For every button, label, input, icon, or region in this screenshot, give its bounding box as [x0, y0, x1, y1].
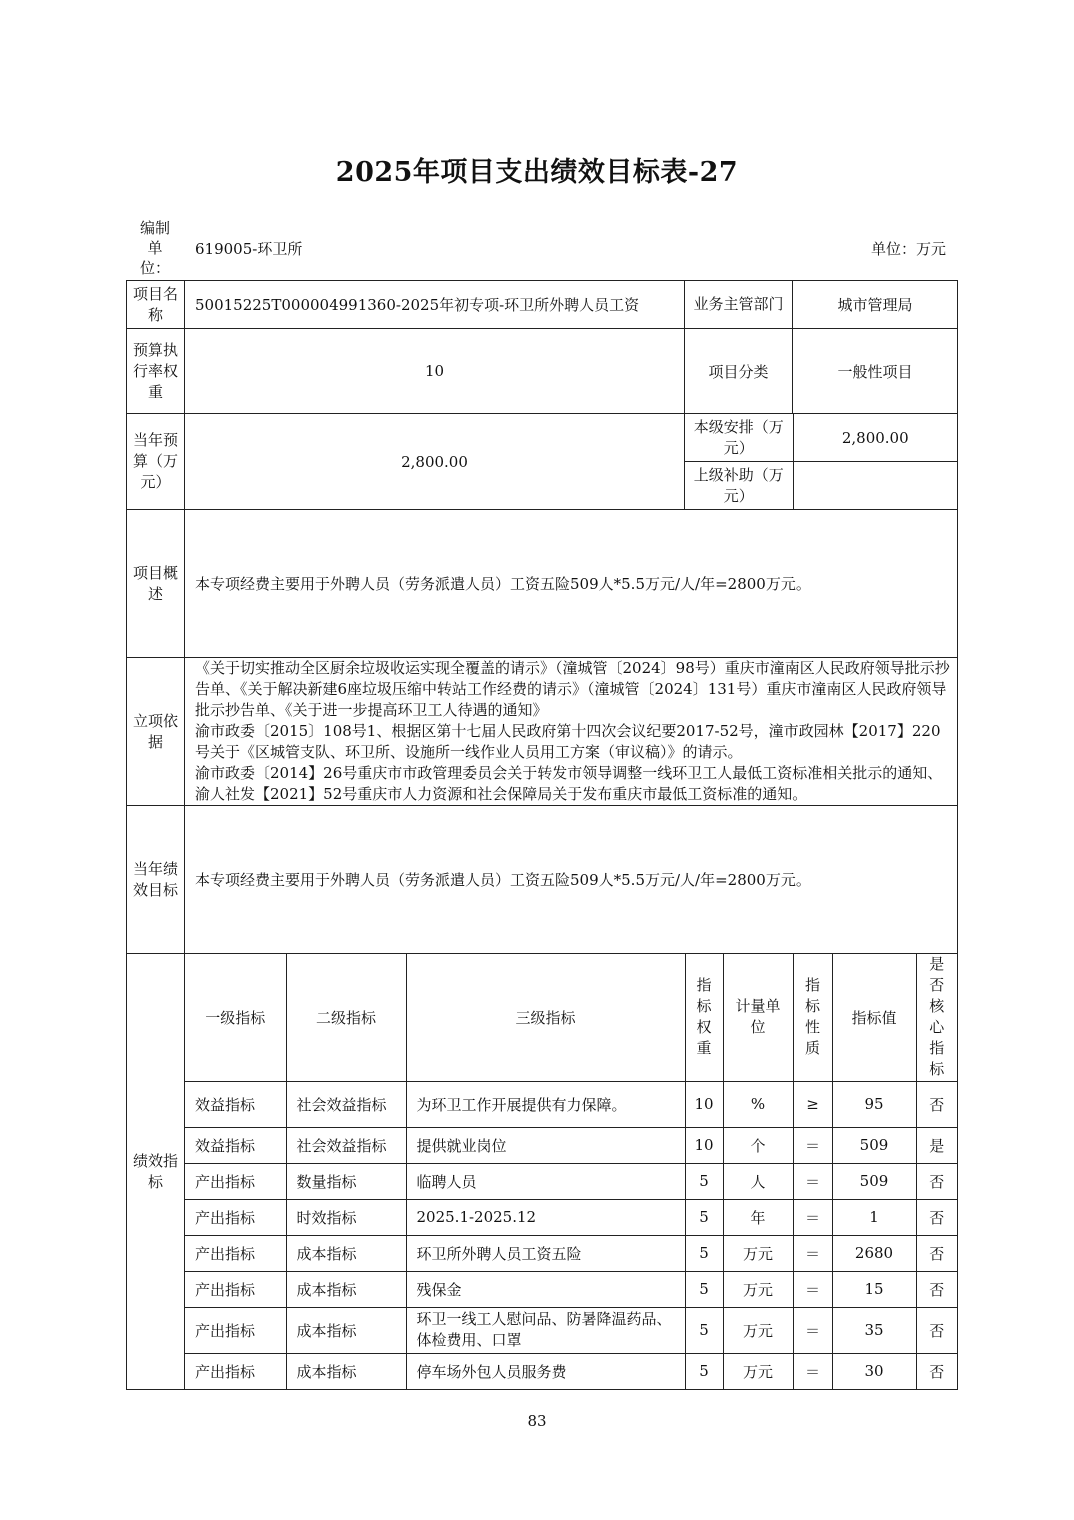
cell-level1: 产出指标: [185, 1307, 286, 1353]
indicator-row: [185, 1127, 957, 1163]
overview-value: 本专项经费主要用于外聘人员（劳务派遣人员）工资五险509人*5.5万元/人/年=2800万元。: [185, 510, 958, 658]
cell-level1: 产出指标: [185, 1235, 286, 1271]
cell-nature: ＝: [793, 1271, 832, 1307]
dept-value: 城市管理局: [793, 281, 958, 329]
cell-unit: %: [723, 1081, 793, 1127]
cell-value: 95: [832, 1081, 916, 1127]
dept-label: 业务主管部门: [685, 281, 793, 329]
cell-level1: 产出指标: [185, 1163, 286, 1199]
cell-level1: 效益指标: [185, 1127, 286, 1163]
performance-table: [126, 280, 958, 1390]
local-budget-label: 本级安排（万元）: [685, 414, 793, 462]
cell-level3: 环卫所外聘人员工资五险: [406, 1235, 685, 1271]
header-level3: 三级指标: [406, 954, 685, 1081]
cell-level2: 数量指标: [286, 1163, 406, 1199]
cell-nature: ＝: [793, 1353, 832, 1389]
goal-value: 本专项经费主要用于外聘人员（劳务派遣人员）工资五险509人*5.5万元/人/年=2800万元。: [185, 806, 958, 954]
cell-value: 1: [832, 1199, 916, 1235]
cell-unit: 万元: [723, 1235, 793, 1271]
cell-level3: 环卫一线工人慰问品、防暑降温药品、体检费用、口罩: [406, 1307, 685, 1353]
cell-level3: 临聘人员: [406, 1163, 685, 1199]
cell-level2: 社会效益指标: [286, 1081, 406, 1127]
cell-nature: ≥: [793, 1081, 832, 1127]
cell-weight: 5: [685, 1163, 723, 1199]
cell-weight: 5: [685, 1235, 723, 1271]
cell-level1: 效益指标: [185, 1081, 286, 1127]
row-weight: [127, 329, 958, 414]
basis-line: 《关于切实推动全区厨余垃圾收运实现全覆盖的请示》（潼城管〔2024〕98号）重庆市潼南区人民政府领导批示抄告单、《关于解决新建6座垃圾压缩中转站工作经费的请示》（潼城管〔2024〕131号）重庆市潼南区人民政府领导批示抄告单、《关于进一步提高环卫工人待遇的通知》: [195, 659, 950, 719]
header-value: 指标值: [832, 954, 916, 1081]
category-label: 项目分类: [685, 329, 793, 414]
cell-weight: 10: [685, 1081, 723, 1127]
cell-level2: 时效指标: [286, 1199, 406, 1235]
cell-unit: 人: [723, 1163, 793, 1199]
cell-value: 15: [832, 1271, 916, 1307]
page-title: 2025年项目支出绩效目标表-27: [335, 157, 739, 188]
weight-label: 预算执行率权重: [127, 329, 185, 414]
indicator-table: [185, 954, 957, 1389]
project-name-value: 50015225T000004991360-2025年初专项-环卫所外聘人员工资: [185, 281, 685, 329]
cell-core: 否: [916, 1353, 957, 1389]
cell-weight: 5: [685, 1307, 723, 1353]
cell-core: 否: [916, 1235, 957, 1271]
row-overview: [127, 510, 958, 658]
unit-value: 619005-环卫所: [195, 240, 303, 258]
cell-core: 否: [916, 1199, 957, 1235]
basis-line: 渝市政委〔2015〕108号1、根据区第十七届人民政府第十四次会议纪要2017-52号，潼市政园林【2017】220号关于《区城管支队、环卫所、设施所一线作业人员用工方案（审议稿）》的请示。: [195, 722, 941, 761]
cell-core: 是: [916, 1127, 957, 1163]
cell-nature: ＝: [793, 1199, 832, 1235]
cell-value: 30: [832, 1353, 916, 1389]
basis-value: [185, 658, 958, 806]
cell-weight: 5: [685, 1271, 723, 1307]
indicator-row: [185, 1307, 957, 1353]
row-budget: [127, 414, 958, 510]
indicator-row: [185, 1235, 957, 1271]
cell-unit: 年: [723, 1199, 793, 1235]
cell-core: 否: [916, 1081, 957, 1127]
indicator-row: [185, 1353, 957, 1389]
goal-label: 当年绩效目标: [127, 806, 185, 954]
indicator-row: [185, 1081, 957, 1127]
row-goal: [127, 806, 958, 954]
header-level1: 一级指标: [185, 954, 286, 1081]
basis-line: 渝市政委〔2014】26号重庆市市政管理委员会关于转发市领导调整一线环卫工人最低工资标准相关批示的通知、渝人社发【2021】52号重庆市人力资源和社会保障局关于发布重庆市最低工资标准的通知。: [195, 764, 943, 803]
upper-budget-label: 上级补助（万元）: [685, 462, 793, 510]
unit-label: 编制单位：: [139, 219, 170, 277]
row-project-name: [127, 281, 958, 329]
cell-weight: 5: [685, 1199, 723, 1235]
cell-value: 35: [832, 1307, 916, 1353]
cell-unit: 万元: [723, 1353, 793, 1389]
cell-weight: 5: [685, 1353, 723, 1389]
category-value: 一般性项目: [793, 329, 958, 414]
page-number: 83: [527, 1412, 547, 1430]
row-basis: [127, 658, 958, 806]
cell-core: 否: [916, 1307, 957, 1353]
indicator-row: [185, 1163, 957, 1199]
cell-core: 否: [916, 1271, 957, 1307]
cell-unit: 个: [723, 1127, 793, 1163]
cell-level3: 2025.1-2025.12: [406, 1199, 685, 1235]
cell-level1: 产出指标: [185, 1353, 286, 1389]
budget-label: 当年预算（万元）: [127, 414, 185, 510]
header-nature: 指标性质: [793, 954, 832, 1081]
header-level2: 二级指标: [286, 954, 406, 1081]
cell-nature: ＝: [793, 1235, 832, 1271]
cell-value: 2680: [832, 1235, 916, 1271]
header-weight: 指标权重: [685, 954, 723, 1081]
cell-level3: 为环卫工作开展提供有力保障。: [406, 1081, 685, 1127]
budget-split: [685, 414, 957, 509]
indicator-row: [185, 1271, 957, 1307]
weight-value: 10: [185, 329, 685, 414]
cell-unit: 万元: [723, 1307, 793, 1353]
cell-level1: 产出指标: [185, 1271, 286, 1307]
local-budget-value: 2,800.00: [793, 414, 957, 462]
money-unit: 单位：万元: [870, 240, 946, 258]
project-name-label: 项目名称: [127, 281, 185, 329]
row-indicators: [127, 954, 958, 1390]
indicator-header-row: [185, 954, 957, 1081]
cell-nature: ＝: [793, 1127, 832, 1163]
upper-budget-value: [793, 462, 957, 510]
cell-level3: 停车场外包人员服务费: [406, 1353, 685, 1389]
cell-level2: 成本指标: [286, 1353, 406, 1389]
cell-weight: 10: [685, 1127, 723, 1163]
cell-level2: 社会效益指标: [286, 1127, 406, 1163]
cell-core: 否: [916, 1163, 957, 1199]
budget-value: 2,800.00: [185, 414, 685, 510]
cell-unit: 万元: [723, 1271, 793, 1307]
cell-nature: ＝: [793, 1307, 832, 1353]
cell-level3: 提供就业岗位: [406, 1127, 685, 1163]
cell-value: 509: [832, 1127, 916, 1163]
basis-label: 立项依据: [127, 658, 185, 806]
header-core: 是否核心指标: [916, 954, 957, 1081]
cell-level2: 成本指标: [286, 1271, 406, 1307]
indicator-row: [185, 1199, 957, 1235]
cell-level2: 成本指标: [286, 1235, 406, 1271]
cell-level2: 成本指标: [286, 1307, 406, 1353]
cell-value: 509: [832, 1163, 916, 1199]
cell-level3: 残保金: [406, 1271, 685, 1307]
cell-nature: ＝: [793, 1163, 832, 1199]
indicators-label: 绩效指标: [127, 954, 185, 1390]
overview-label: 项目概述: [127, 510, 185, 658]
header-unit: 计量单位: [723, 954, 793, 1081]
cell-level1: 产出指标: [185, 1199, 286, 1235]
